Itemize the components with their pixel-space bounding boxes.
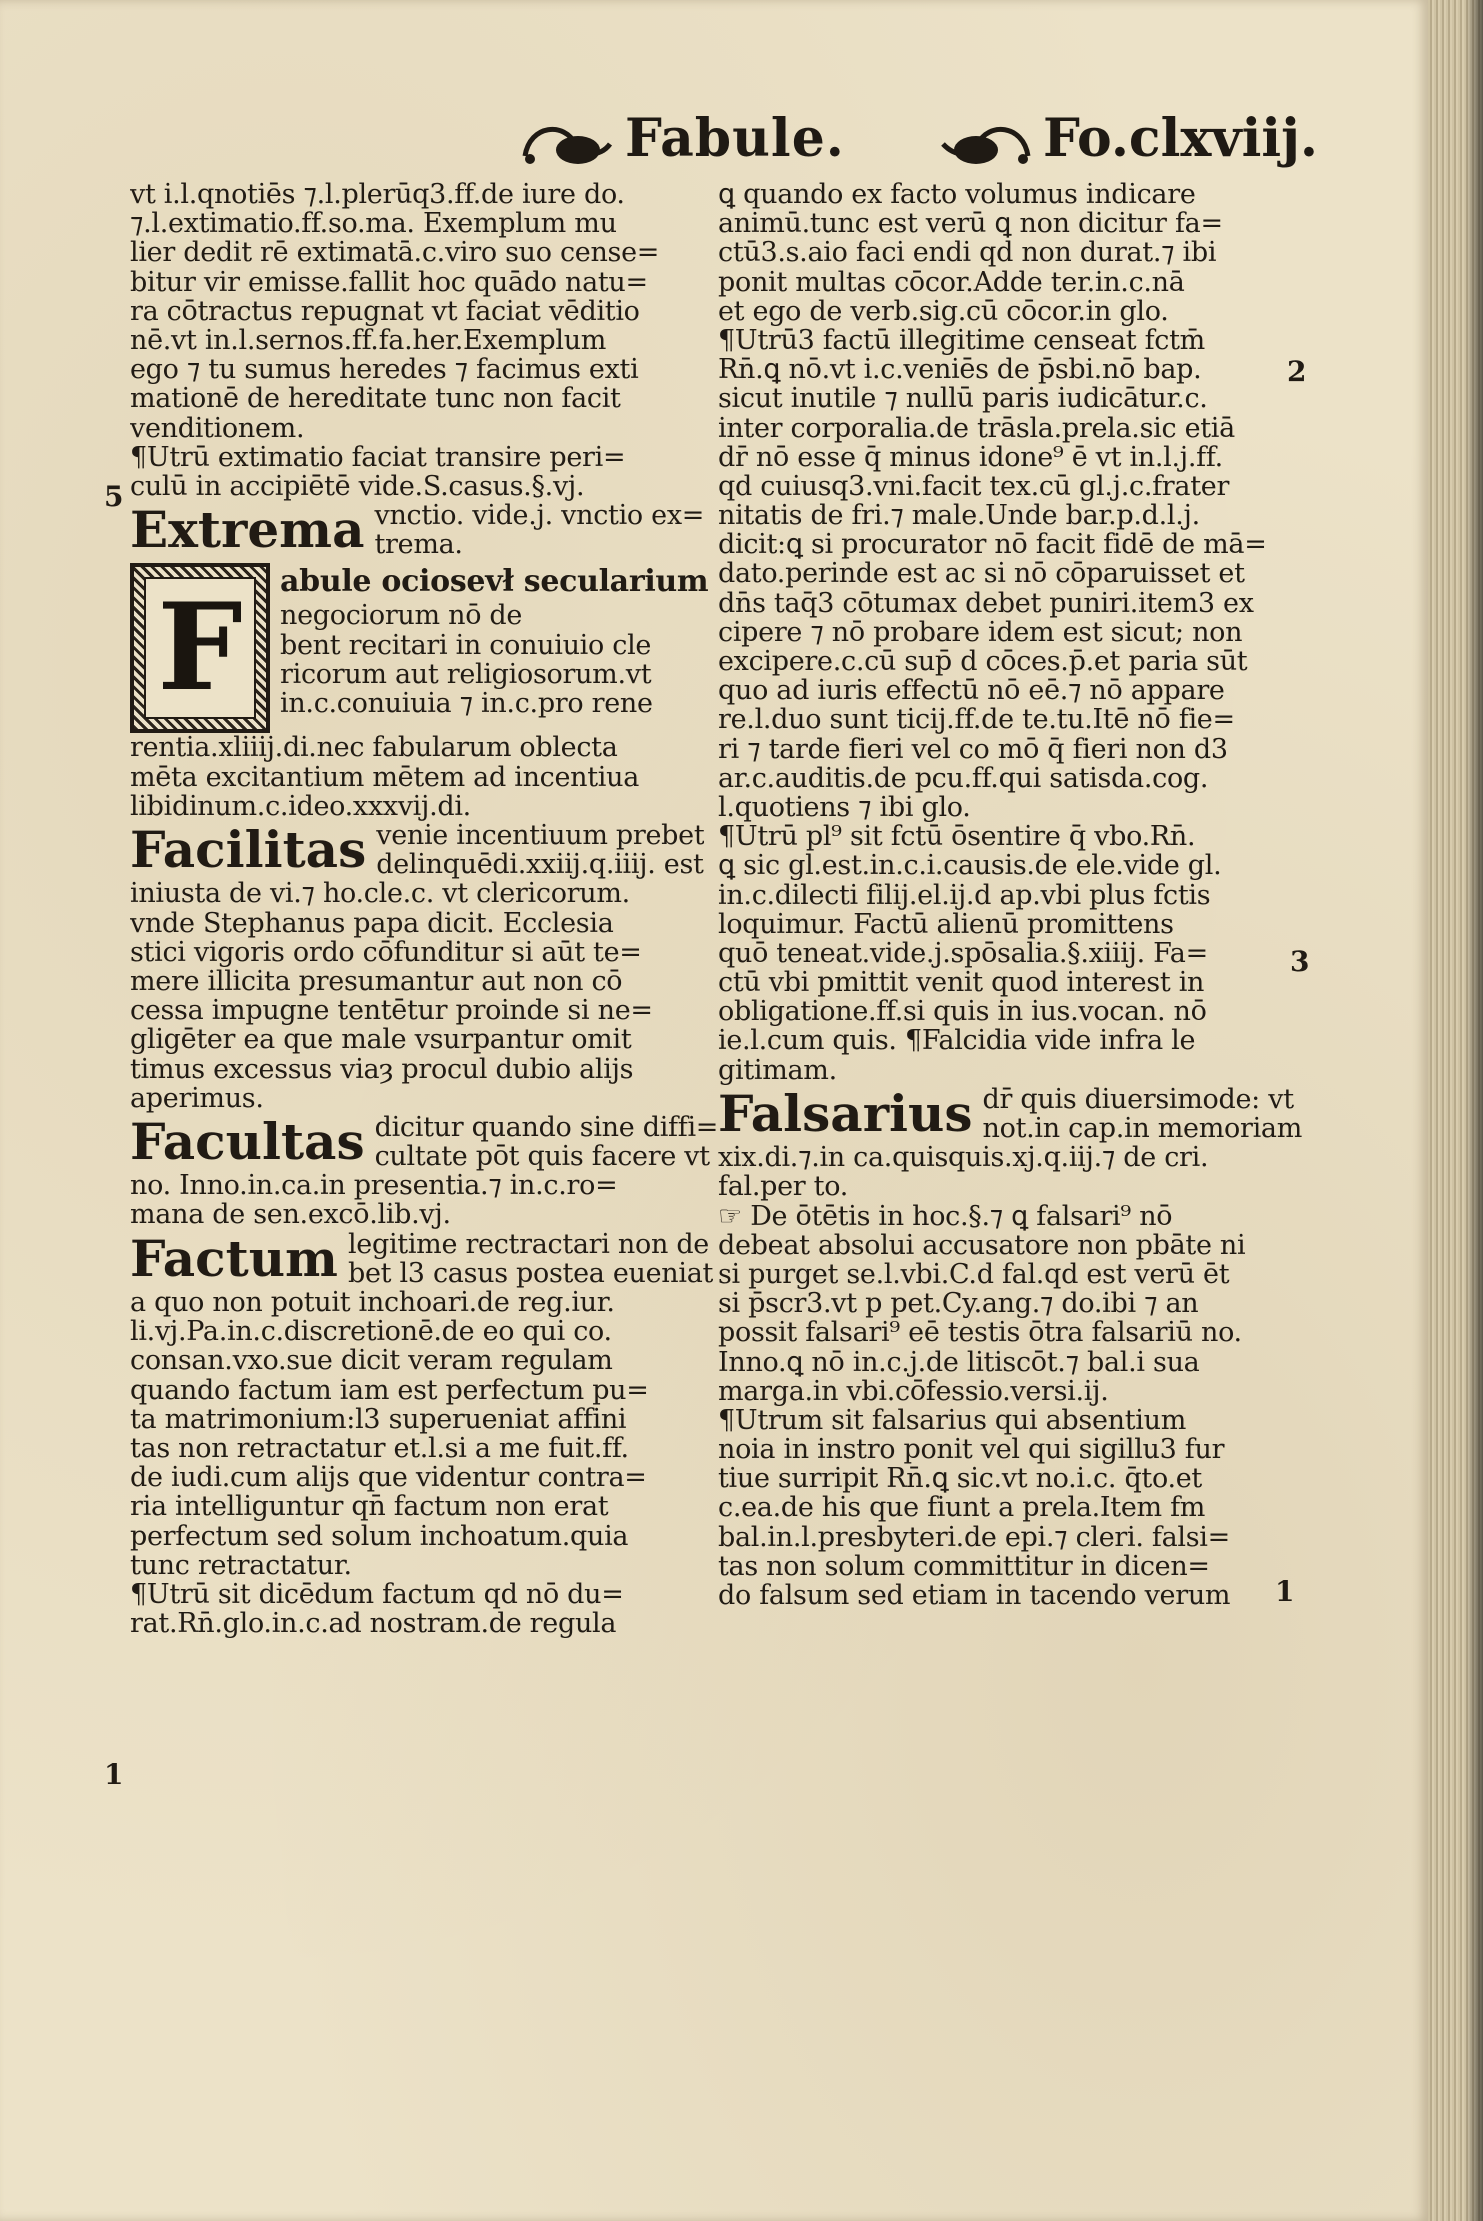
text-line: stici vigoris ordo cōfunditur si aūt te= xyxy=(130,937,642,967)
fleuron-right-icon xyxy=(938,114,1033,174)
text-line: bent recitari in conuiuio cle xyxy=(280,630,652,660)
entry-fabule xyxy=(130,563,709,733)
text-line: c.ea.de his que fiunt a prela.Item fm xyxy=(718,1493,1206,1523)
text-line: ricorum aut religiosorum.vt xyxy=(280,659,652,690)
text-line: mationē de hereditate tunc non facit xyxy=(130,384,621,414)
text-line: dr̄ nō esse q̄ minus idone⁹ ē vt in.l.j.ff. xyxy=(718,442,1223,472)
marginal-number: 5 xyxy=(104,480,124,513)
running-header xyxy=(120,108,1318,178)
text-line: dicit:ꝗ si procurator nō facit fidē de mā= xyxy=(718,530,1267,560)
left-column xyxy=(130,180,719,1639)
text-line: noia in instro ponit vel qui sigillu3 fur xyxy=(718,1435,1225,1465)
text-line: mana de sen.excō.lib.vj. xyxy=(130,1200,451,1230)
text-line: do falsum sed etiam in tacendo verum xyxy=(718,1581,1231,1611)
text-line: quando factum iam est perfectum pu= xyxy=(130,1375,649,1405)
text-line: lier dedit rē extimatā.c.viro suo cense= xyxy=(130,238,660,268)
fleuron-left-icon xyxy=(520,114,615,174)
text-line: et ego de verb.sig.cū cōcor.in glo. xyxy=(718,296,1169,326)
marginal-number: 1 xyxy=(1275,1575,1295,1608)
text-line: mēta excitantium mētem ad incentiua xyxy=(130,762,640,792)
text-line: vnctio. vide.j. vnctio ex= xyxy=(374,501,705,531)
entry-facultas xyxy=(130,1111,719,1172)
text-line: nitatis de fri.⁊ male.Unde bar.p.d.l.j. xyxy=(718,501,1200,531)
text-line: si purget se.l.vbi.C.d̄ fal.qd̄ est verū ēt xyxy=(718,1259,1230,1290)
text-line: in.c.dilecti filij.el.ij.d̄ ap.vbi plus fctis xyxy=(718,880,1211,910)
text-line: ꝗ quando ex facto volumus indicare xyxy=(718,180,1196,210)
text-line: dato.perinde est ac si nō cōparuisset et xyxy=(718,559,1245,589)
text-line: culū in accipiētē vide.S.casus.§.vj. xyxy=(130,471,585,502)
text-line: debeat absolui accusatore non pbāte ni xyxy=(718,1230,1246,1260)
text-line: Inno.ꝗ nō in.c.j.de litiscōt.⁊ bal.i sua xyxy=(718,1347,1200,1377)
decorated-initial xyxy=(130,563,270,733)
text-line: venditionem. xyxy=(130,413,305,443)
text-line: libidinum.c.ideo.xxxvij.di. xyxy=(130,791,471,822)
lemma-factum: Factum xyxy=(130,1228,338,1288)
text-line: ꝗ sic gl.est.in.c.i.causis.de ele.vide gl. xyxy=(718,851,1222,881)
text-line: ria intelliguntur qn̄ factum non erat xyxy=(130,1492,609,1522)
text-line: animū.tunc est verū ꝗ non dicitur fa= xyxy=(718,209,1223,239)
text-line: ta matrimonium:l3 superueniat affini xyxy=(130,1404,627,1434)
text-line: perfectum sed solum inchoatum.quia xyxy=(130,1521,629,1551)
text-line: trema. xyxy=(374,530,463,560)
marginal-number: 1 xyxy=(104,1758,124,1791)
text-line: qd̄ cuiusq3.vni.facit tex.cū gl.j.c.frater xyxy=(718,471,1230,502)
text-line: bitur vir emisse.fallit hoc quādo natu= xyxy=(130,267,648,297)
text-line: loquimur. Factū alienū promittens xyxy=(718,909,1174,939)
text-line: de iudi.cum alijs que videntur contra= xyxy=(130,1463,647,1493)
lemma-falsarius: Falsarius xyxy=(718,1083,973,1143)
text-line: marga.in vbi.cōfessio.versi.ij. xyxy=(718,1376,1109,1406)
text-line: ie.l.cum quis. ¶Falcidia vide infra le xyxy=(718,1026,1196,1056)
text-line: cessa impugne tentētur proinde si ne= xyxy=(130,996,653,1026)
text-line: bet l3 casus postea eueniat xyxy=(347,1258,714,1289)
entry-facilitas xyxy=(130,820,705,880)
lemma-extrema: Extrema xyxy=(130,500,365,560)
text-line: obligatione.ff.si quis in ius.vocan. nō xyxy=(718,997,1207,1027)
text-line: a quo non potuit inchoari.de reg.iur. xyxy=(130,1288,615,1318)
text-line: tas non retractatur et.l.si a me fuit.ff. xyxy=(130,1434,629,1464)
text-line: consan.vxo.sue dicit veram regulam xyxy=(130,1346,613,1376)
lemma-facilitas: Facilitas xyxy=(130,820,367,880)
text-line: sicut inutile ⁊ nullū paris iudicātur.c. xyxy=(718,384,1208,414)
text-line: ¶Utrū3 factū illegitime censeat fctm̄ xyxy=(718,325,1205,356)
initial-letter: F xyxy=(157,577,243,719)
text-line: dn̄s taq̄3 cōtumax debet puniri.item3 ex xyxy=(718,588,1254,618)
entry-factum xyxy=(130,1228,714,1289)
text-line: rat.Rn̄.glo.in.c.ad nostram.de regula xyxy=(130,1609,617,1639)
text-line: tiue surripit Rn̄.ꝗ sic.vt no.i.c. q̄to.et xyxy=(718,1464,1202,1494)
text-line: no. Inno.in.ca.in presentia.⁊ in.c.ro= xyxy=(130,1171,618,1201)
text-line: dicitur quando sine diffi= xyxy=(374,1112,719,1143)
text-line: ri ⁊ tarde fieri vel co mō q̄ fieri non d3 xyxy=(718,734,1228,764)
page-fore-edge xyxy=(1428,0,1483,2221)
running-title: Fabule. xyxy=(625,108,845,169)
text-line: gitimam. xyxy=(718,1055,837,1085)
text-line: timus excessus viaȝ procul dubio alijs xyxy=(130,1054,634,1084)
text-line: ¶Utrū sit dicēdum factum qd̄ nō du= xyxy=(130,1579,624,1610)
text-line: gligēter ea que male vsurpantur omit xyxy=(130,1025,632,1055)
text-line: in.c.conuiuia ⁊ in.c.pro rene xyxy=(280,689,653,719)
text-line: ¶Utrū extimatio faciat transire peri= xyxy=(130,442,626,472)
entry-falsarius xyxy=(718,1083,1303,1144)
text-line: re.l.duo sunt ticij.ff.de te.tu.Itē nō fie= xyxy=(718,705,1235,735)
text-line: aperimus. xyxy=(130,1083,264,1113)
text-line: ⁊.l.extimatio.ff.so.ma. Exemplum mu xyxy=(130,209,617,239)
text-line: ¶Utrum sit falsarius qui absentium xyxy=(718,1405,1187,1436)
text-line: bal.in.l.presbyteri.de epi.⁊ cleri. falsi= xyxy=(718,1522,1230,1552)
text-line: fal.per to. xyxy=(718,1172,848,1202)
text-line: ar.c.auditis.de pcu.ff.qui satisda.cog. xyxy=(718,763,1209,793)
text-line: venie incentiuum prebet xyxy=(376,821,705,851)
text-line: vnde Stephanus papa dicit. Ecclesia xyxy=(130,908,614,938)
text-line: abule ociosevł secularium xyxy=(280,564,709,600)
text-line: dr̄ quis diuersimode: vt xyxy=(982,1084,1294,1114)
text-line: tunc retractatur. xyxy=(130,1550,352,1580)
text-line: iniusta de vi.⁊ ho.cle.c. vt clericorum. xyxy=(130,879,630,909)
text-line: ¶Utrū pl⁹ sit fctū ōsentire q̄ vbo.Rn̄. xyxy=(718,822,1196,852)
text-line: delinquēdi.xxiij.q.iiij. est xyxy=(376,850,704,880)
text-line: quo ad iuris effectū nō eē.⁊ nō appare xyxy=(718,676,1225,706)
text-line: excipere.c.cū sup̄ d̄ cōces.p̄.et paria sūt xyxy=(718,647,1248,677)
lemma-facultas: Facultas xyxy=(130,1111,365,1171)
text-line: ego ⁊ tu sumus heredes ⁊ facimus exti xyxy=(130,355,639,385)
text-line: inter corporalia.de trāsla.prela.sic etiā xyxy=(718,413,1235,443)
text-line: negociorum nō de xyxy=(280,601,523,631)
marginal-number: 3 xyxy=(1290,945,1310,978)
text-line: ra cōtractus repugnat vt faciat vēditio xyxy=(130,296,640,326)
right-column xyxy=(718,180,1303,1611)
text-line: xix.di.⁊.in ca.quisquis.xj.q.iij.⁊ de cri. xyxy=(718,1143,1209,1173)
text-line: tas non solum committitur in dicen= xyxy=(718,1551,1210,1582)
entry-extrema xyxy=(130,500,705,560)
text-line: cultate pōt quis facere vt xyxy=(374,1142,710,1172)
text-line: possit falsari⁹ eē testis ōtra falsariū no. xyxy=(718,1318,1242,1348)
text-line: ponit multas cōcor.Adde ter.in.c.nā xyxy=(718,267,1185,297)
text-line: vt i.l.qnotiēs ⁊.l.plerūq3.ff.de iure do. xyxy=(130,180,625,210)
text-line: legitime rectractari non de xyxy=(347,1229,709,1259)
marginal-number: 2 xyxy=(1287,355,1307,388)
text-line: ctū vbi pmittit venit quod interest in xyxy=(718,968,1205,998)
text-line: l.quotiens ⁊ ibi glo. xyxy=(718,792,971,823)
text-line: li.vj.Pa.in.c.discretionē.de eo qui co. xyxy=(130,1317,612,1347)
text-line: rentia.xliiij.di.nec fabularum oblecta xyxy=(130,733,618,763)
text-line: not.in cap.in memoriam xyxy=(982,1114,1303,1144)
text-line: ctū3.s.aio faci endi qd̄ non durat.⁊ ibi xyxy=(718,238,1217,268)
text-line: mere illicita presumantur aut non cō xyxy=(130,966,623,997)
text-line: quō teneat.vide.j.spōsalia.§.xiiij. Fa= xyxy=(718,938,1208,969)
text-line: si p̄scr3.vt p pet.Cy.ang.⁊ do.ibi ⁊ an xyxy=(718,1289,1199,1319)
text-line: nē.vt in.l.sernos.ff.fa.her.Exemplum xyxy=(130,325,607,356)
text-line: Rn̄.ꝗ nō.vt i.c.veniēs de p̄sbi.nō bap. xyxy=(718,355,1202,385)
text-line: ☞ De ōtētis in hoc.§.⁊ ꝗ falsari⁹ nō xyxy=(718,1201,1173,1231)
folio-number: Fo.clxviij. xyxy=(1042,108,1318,169)
text-line: cipere ⁊ nō probare idem est sicut; non xyxy=(718,617,1243,647)
